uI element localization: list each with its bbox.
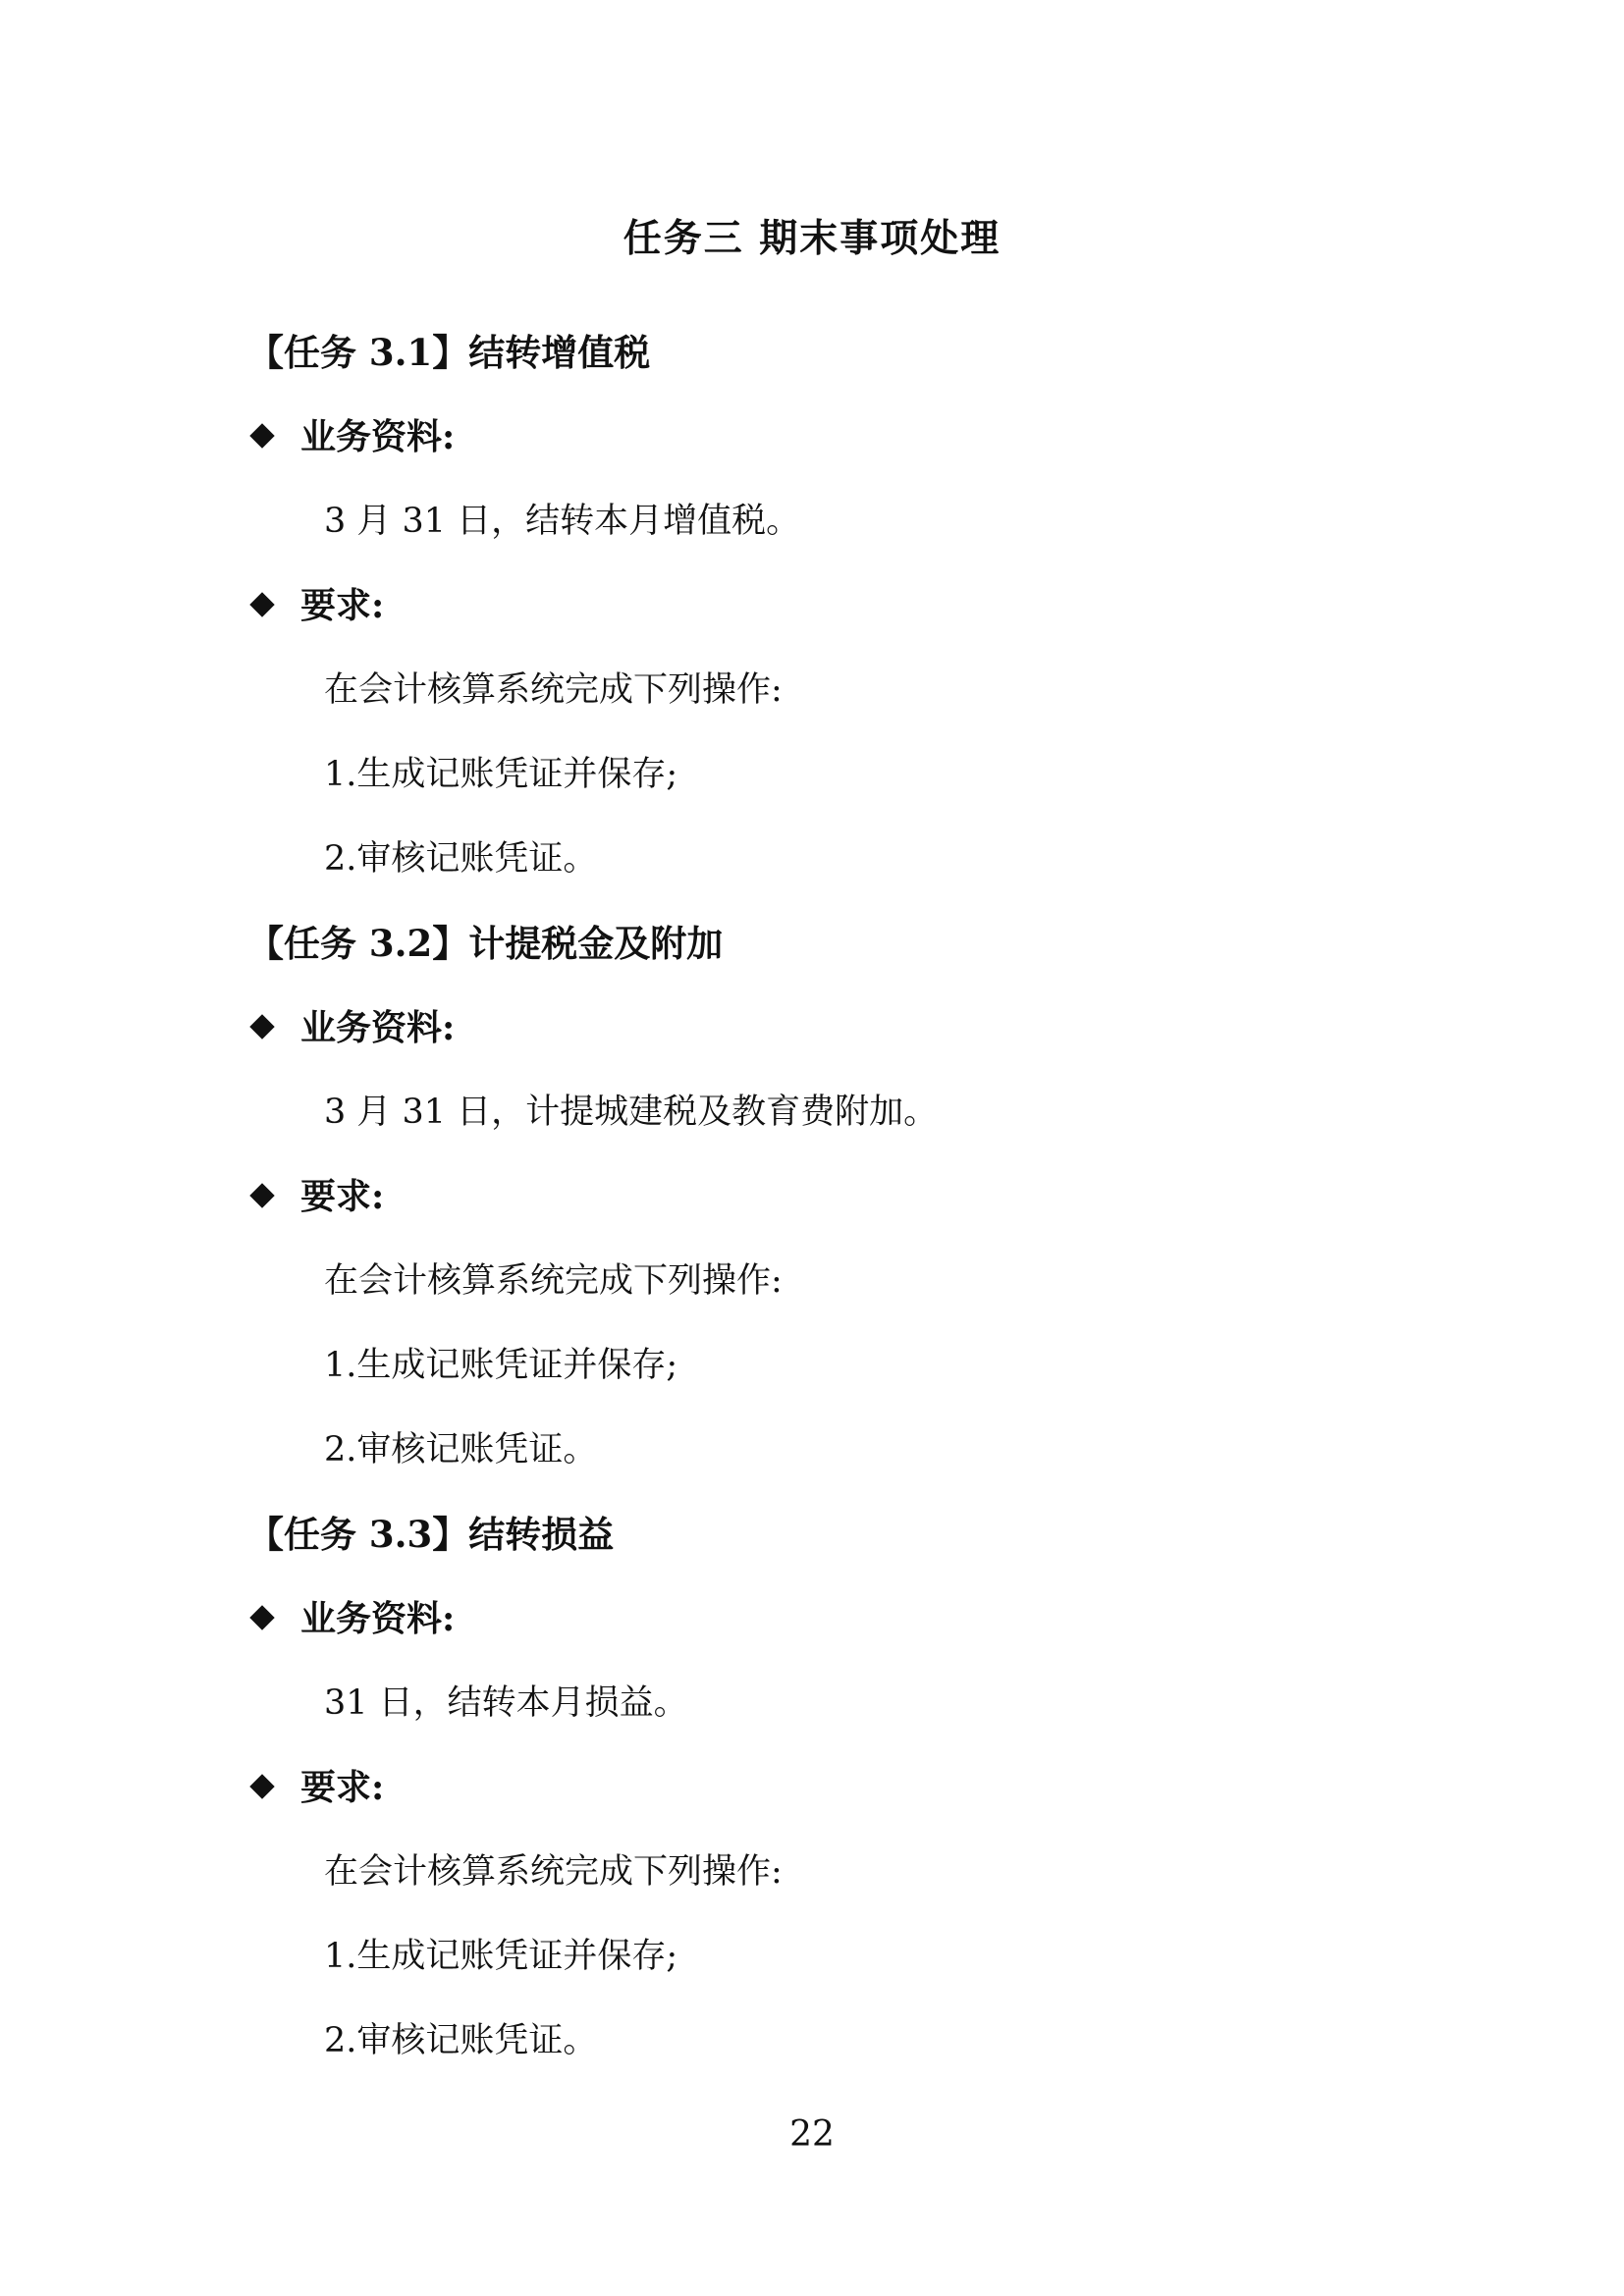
- diamond-bullet-icon: [249, 1605, 274, 1629]
- page-title: 任务三 期末事项处理: [623, 216, 1001, 261]
- step-item: 2.审核记账凭证。: [324, 2021, 598, 2060]
- requirement-heading: [247, 1745, 1426, 1830]
- material-heading: [247, 1576, 1426, 1661]
- diamond-bullet-icon: [249, 1014, 274, 1039]
- material-heading: [247, 986, 1426, 1070]
- material-label: 业务资料:: [300, 416, 456, 457]
- diamond-bullet-icon: [249, 592, 274, 616]
- step-item: 1.生成记账凭证并保存;: [324, 1346, 678, 1385]
- material-heading: [247, 395, 1426, 479]
- diamond-bullet-icon: [249, 423, 274, 448]
- step-item: 2.审核记账凭证。: [324, 1430, 598, 1469]
- material-text: 3 月 31 日，计提城建税及教育费附加。: [324, 1093, 939, 1132]
- requirement-intro: 在会计核算系统完成下列操作:: [324, 1261, 783, 1301]
- material-label: 业务资料:: [300, 1007, 456, 1048]
- task-heading: 【任务 3.1】结转增值税: [247, 331, 651, 374]
- task-3-2: [247, 901, 1426, 1492]
- material-text: 3 月 31 日，结转本月增值税。: [324, 502, 801, 541]
- requirement-intro: 在会计核算系统完成下列操作:: [324, 670, 783, 710]
- task-heading: 【任务 3.2】计提税金及附加: [247, 922, 724, 965]
- task-heading: 【任务 3.3】结转损益: [247, 1513, 615, 1556]
- task-3-1: [247, 310, 1426, 901]
- step-item: 1.生成记账凭证并保存;: [324, 1937, 678, 1976]
- requirement-heading: [247, 1154, 1426, 1239]
- requirement-heading: [247, 563, 1426, 648]
- task-list: [247, 310, 1426, 2083]
- task-3-3: [247, 1492, 1426, 2083]
- step-item: 1.生成记账凭证并保存;: [324, 755, 678, 794]
- diamond-bullet-icon: [249, 1183, 274, 1207]
- requirement-label: 要求:: [300, 1176, 385, 1217]
- material-text: 31 日，结转本月损益。: [324, 1683, 688, 1723]
- material-label: 业务资料:: [300, 1598, 456, 1639]
- step-item: 2.审核记账凭证。: [324, 839, 598, 879]
- page-number: 22: [789, 2114, 835, 2155]
- requirement-label: 要求:: [300, 1767, 385, 1808]
- requirement-intro: 在会计核算系统完成下列操作:: [324, 1852, 783, 1892]
- diamond-bullet-icon: [249, 1774, 274, 1798]
- requirement-label: 要求:: [300, 585, 385, 626]
